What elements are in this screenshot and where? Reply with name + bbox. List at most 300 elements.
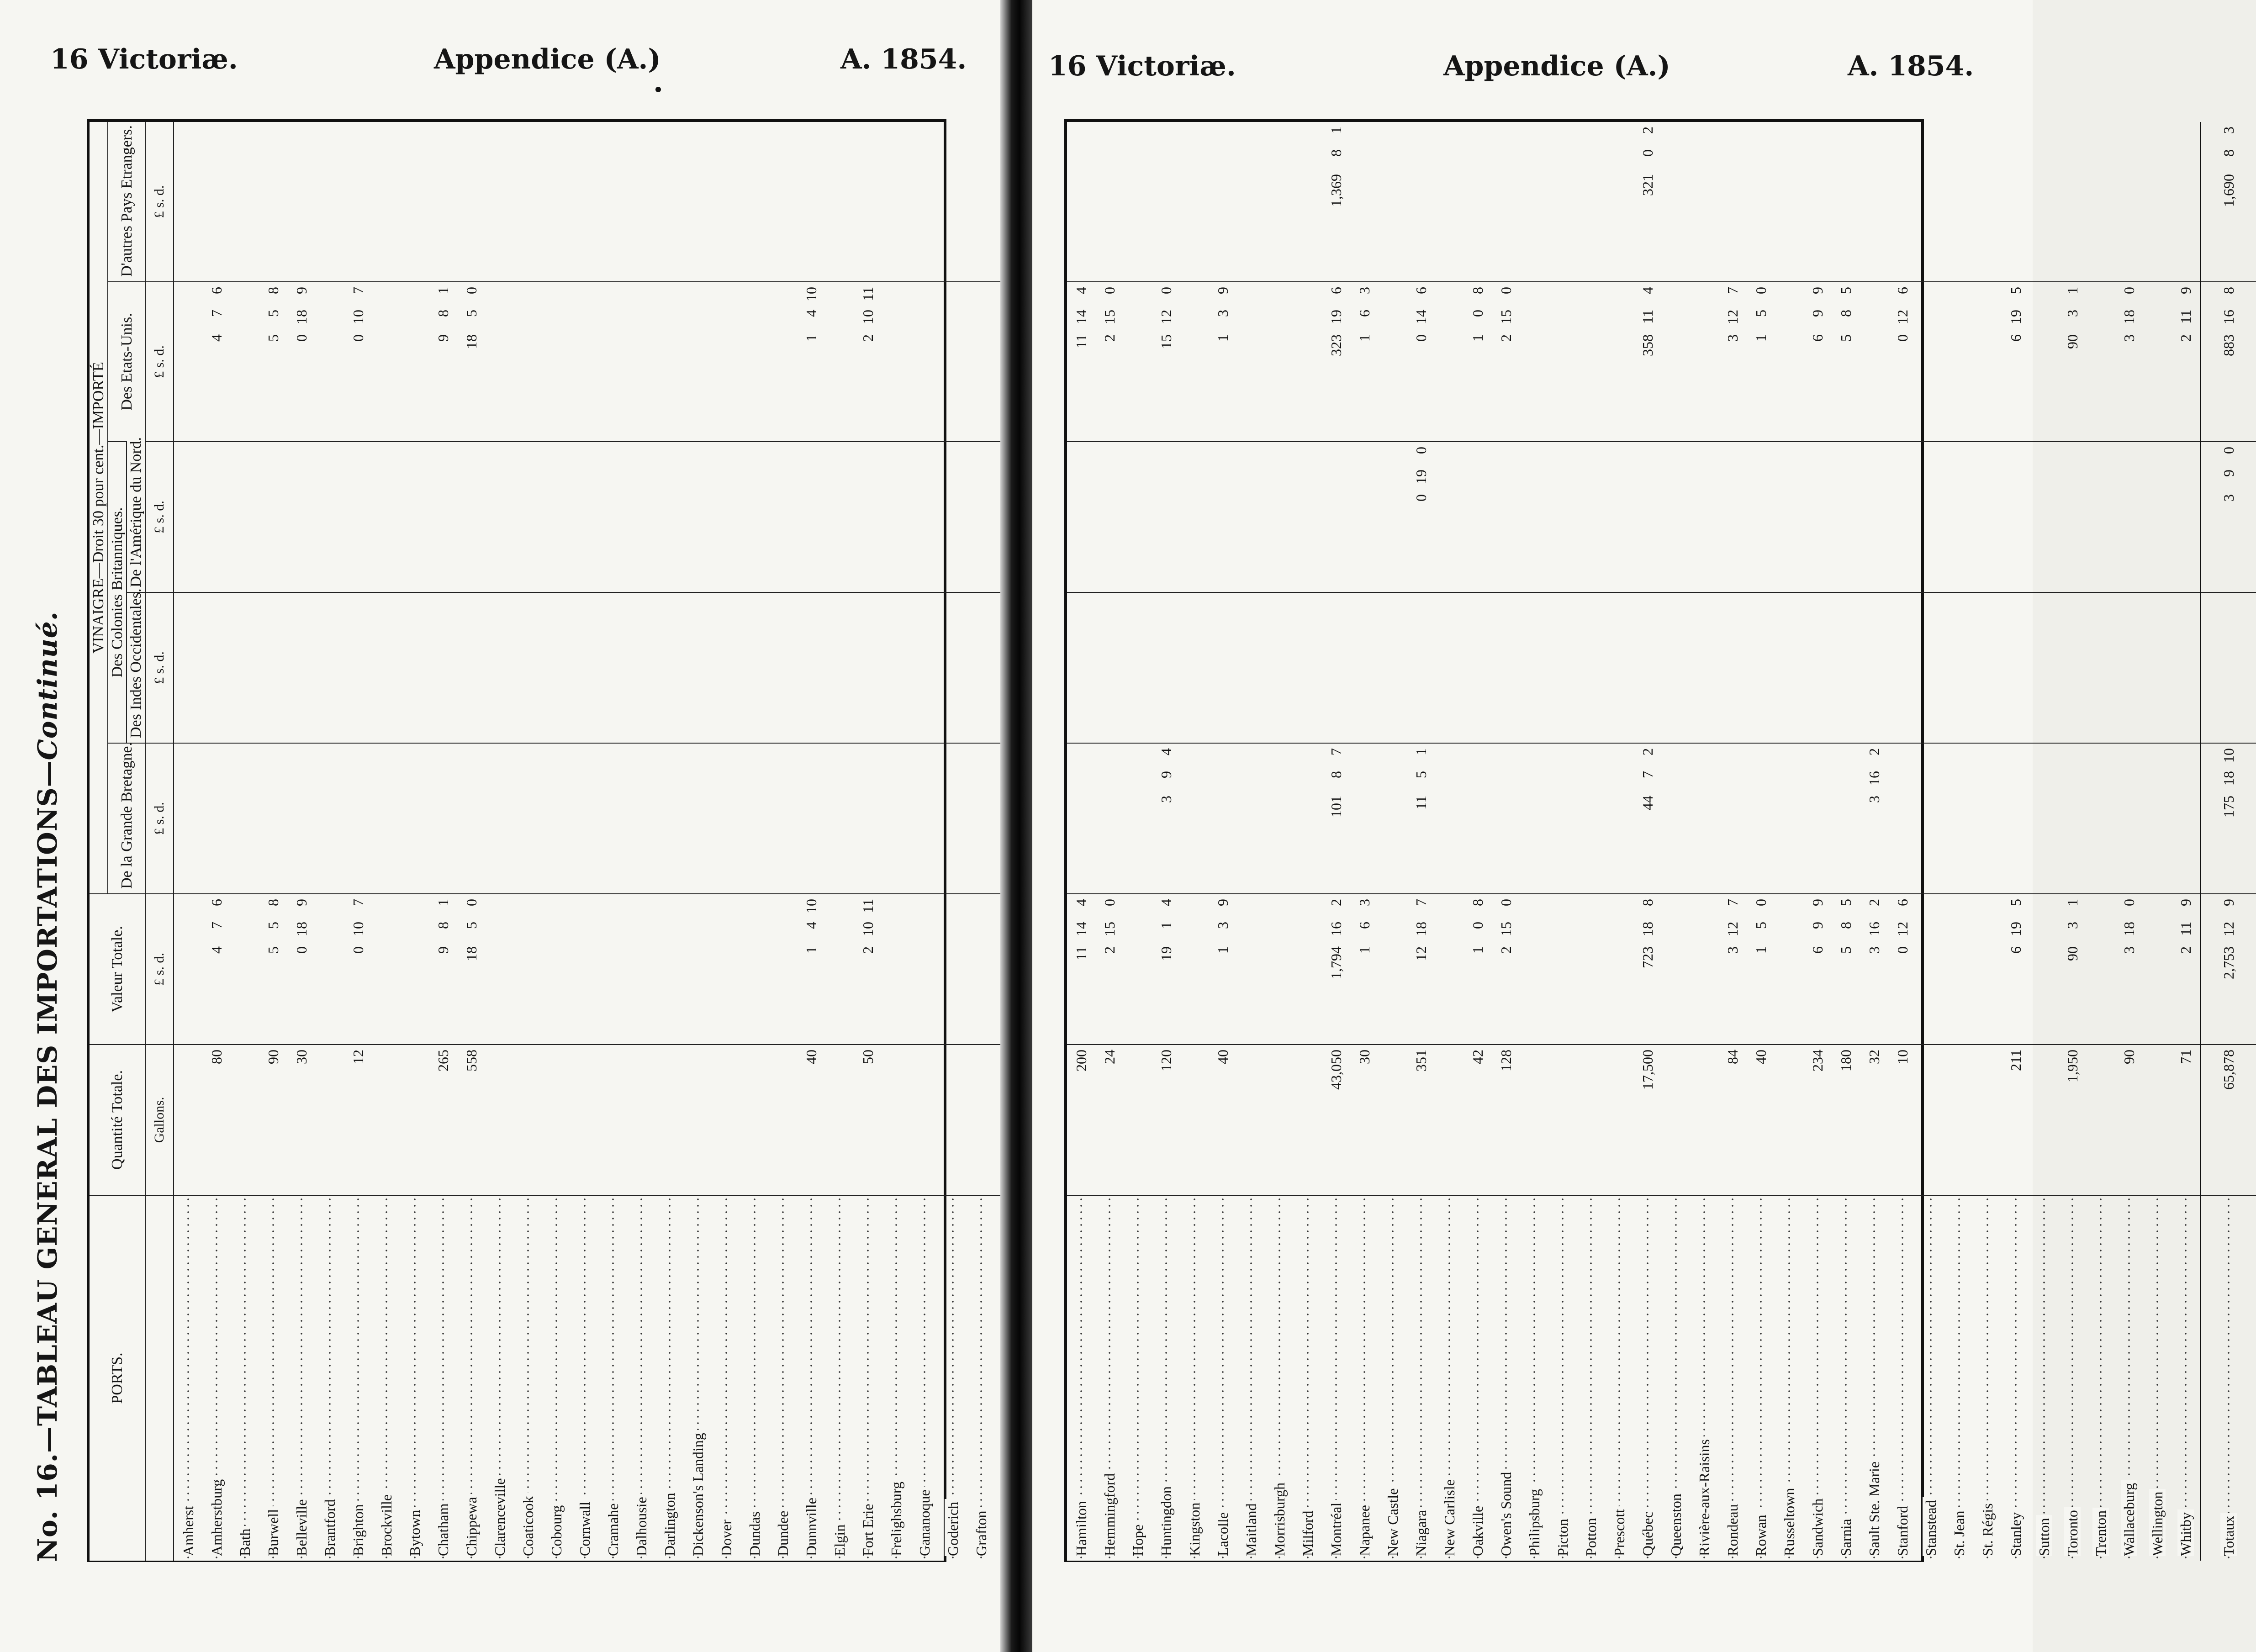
west-indies-value: [1605, 592, 1633, 743]
west-indies-value: [1180, 592, 1209, 743]
quantity-value: [1775, 1045, 1803, 1195]
west-indies-value: [825, 592, 854, 743]
shillings-value: 7: [1639, 771, 1656, 778]
shillings-value: 7: [208, 310, 225, 317]
shillings-value: 19: [2007, 922, 2024, 936]
import-table-left: [87, 119, 989, 1562]
table-row: [1973, 122, 2002, 1561]
shillings-value: 0: [1639, 149, 1656, 157]
quantity-value: 40: [797, 1045, 825, 1195]
table-row: [1067, 122, 1095, 1561]
west-indies-value: [457, 592, 486, 743]
pounds-value: 11: [1073, 334, 1089, 348]
port-name: [1917, 1195, 1945, 1561]
pence-value: 7: [349, 899, 366, 906]
shillings-value: 3: [2064, 922, 2081, 929]
quantity-value: 200: [1067, 1045, 1095, 1195]
west-indies-value: [967, 592, 995, 743]
pounds-value: 18: [463, 334, 480, 349]
port-label: Wallaceburg: [2121, 1480, 2137, 1556]
pence-value: 4: [1073, 899, 1089, 906]
port-label: Rivière-aux-Raisins: [1696, 1436, 1712, 1556]
west-indies-value: [1435, 592, 1463, 743]
table-row: [1633, 122, 1662, 1561]
quantity-value: [1265, 1045, 1294, 1195]
west-indies-value: [316, 592, 344, 743]
west-indies-value: [2087, 592, 2115, 743]
shillings-value: 14: [1412, 310, 1429, 324]
table-title-suffix: Continué.: [32, 611, 63, 760]
west-indies-value: [287, 592, 316, 743]
units-lsd: £ s. d.: [145, 894, 174, 1045]
port-name: [571, 1195, 599, 1561]
table-row: [910, 122, 939, 1561]
port-label: Goderich: [945, 1499, 961, 1556]
quantity-value: 90: [259, 1045, 287, 1195]
quantity-value: 30: [1350, 1045, 1379, 1195]
pence-value: 2: [1639, 127, 1656, 134]
pounds-value: 0: [1412, 334, 1429, 342]
pence-value: 10: [2220, 748, 2237, 763]
port-label: Stanley: [2008, 1509, 2024, 1556]
west-indies-value: [939, 592, 967, 743]
port-label: Cobourg: [548, 1503, 565, 1556]
shillings-value: 8: [1837, 310, 1854, 317]
west-indies-value: [1124, 592, 1152, 743]
table-row: [1803, 122, 1832, 1561]
table-row: [627, 122, 655, 1561]
pounds-value: 5: [1837, 334, 1854, 342]
pounds-value: 0: [1894, 334, 1911, 342]
pence-value: 1: [2064, 287, 2081, 294]
pounds-value: 1: [1752, 334, 1769, 342]
pence-value: 8: [2220, 287, 2237, 294]
port-label: St. Jean: [1951, 1508, 1967, 1556]
quantity-value: 12: [344, 1045, 372, 1195]
port-label: Hamilton: [1073, 1498, 1089, 1556]
pence-value: 9: [2177, 899, 2194, 906]
table-row: [571, 122, 599, 1561]
port-name: [684, 1195, 712, 1561]
pence-value: 0: [2220, 447, 2237, 454]
shillings-value: 8: [1327, 771, 1344, 778]
pence-value: 0: [1497, 287, 1514, 294]
shillings-value: 18: [2220, 771, 2237, 786]
shillings-value: 8: [434, 310, 451, 317]
quantity-value: [231, 1045, 259, 1195]
port-label: Belleville: [293, 1497, 310, 1556]
port-label: Dickenson's Landing: [690, 1430, 706, 1556]
table-title: [32, 611, 63, 1562]
pounds-value: 0: [349, 946, 366, 954]
pounds-value: 15: [1157, 334, 1174, 349]
pence-value: 8: [1469, 287, 1486, 294]
quantity-value: [882, 1045, 910, 1195]
quantity-value: 234: [1803, 1045, 1832, 1195]
port-label: Chippewa: [463, 1494, 480, 1556]
shillings-value: 0: [1469, 310, 1486, 317]
west-indies-value: [174, 592, 202, 743]
port-name: [967, 1195, 995, 1561]
pounds-value: 2: [1101, 946, 1118, 954]
quantity-value: [486, 1045, 514, 1195]
west-indies-value: [2171, 592, 2201, 743]
pence-value: 0: [1101, 899, 1118, 906]
appendix-label: Appendice (A.): [434, 43, 661, 75]
pence-value: 3: [2220, 127, 2237, 134]
port-label: Clarenceville: [491, 1475, 508, 1556]
table-row: [1662, 122, 1690, 1561]
port-label: Potton: [1583, 1515, 1599, 1556]
west-indies-value: [740, 592, 769, 743]
port-name: [1747, 1195, 1775, 1561]
port-name: [514, 1195, 542, 1561]
west-indies-value: [1265, 592, 1294, 743]
port-label: Coaticook: [520, 1493, 536, 1556]
port-label: Rondeau: [1724, 1501, 1741, 1556]
pounds-value: 3: [1157, 796, 1174, 803]
units-lsd: £ s. d.: [145, 442, 174, 592]
shillings-value: 12: [1894, 310, 1911, 324]
shillings-value: 11: [2177, 310, 2194, 324]
pounds-value: 175: [2220, 796, 2237, 818]
port-label: Prescott: [1611, 1506, 1627, 1556]
units-lsd: £ s. d.: [145, 282, 174, 442]
shillings-value: 18: [1639, 922, 1656, 936]
quantity-value: 80: [202, 1045, 231, 1195]
shillings-value: 12: [1894, 922, 1911, 936]
shillings-value: 18: [2120, 922, 2137, 936]
shillings-value: 6: [1356, 922, 1373, 929]
port-label: Bytown: [407, 1507, 423, 1556]
west-indies-value: [542, 592, 571, 743]
table-row: [1747, 122, 1775, 1561]
port-name: [1690, 1195, 1718, 1561]
port-label: Cramahe: [605, 1501, 621, 1557]
shillings-value: 4: [803, 310, 819, 317]
table-row: [655, 122, 684, 1561]
west-indies-value: [1917, 592, 1945, 743]
port-label: Niagara: [1413, 1507, 1429, 1556]
shillings-value: 5: [1752, 310, 1769, 317]
pence-value: 4: [1639, 287, 1656, 294]
port-label: Brighton: [350, 1501, 366, 1556]
port-name: [1860, 1195, 1888, 1561]
pounds-value: 2,753: [2220, 946, 2237, 979]
north-america-header: De l'Amérique du Nord.: [127, 442, 145, 592]
west-indies-value: [2115, 592, 2143, 743]
table-row: [2002, 122, 2030, 1561]
pence-value: 0: [1752, 287, 1769, 294]
pounds-value: 5: [1837, 946, 1854, 954]
pence-value: 6: [1327, 287, 1344, 294]
quantity-value: 84: [1718, 1045, 1747, 1195]
port-name: [1973, 1195, 2002, 1561]
port-name: [2171, 1195, 2201, 1561]
shillings-value: 3: [1214, 922, 1231, 929]
west-indies-value: [1860, 592, 1888, 743]
pence-value: 4: [1157, 899, 1174, 906]
quantity-value: [2143, 1045, 2171, 1195]
port-label: Lacolle: [1215, 1509, 1231, 1556]
quantity-header: Quantité Totale.: [90, 1045, 145, 1195]
pounds-value: 1: [803, 946, 819, 954]
port-name: [1888, 1195, 1917, 1561]
port-name: [769, 1195, 797, 1561]
table-row: [344, 122, 372, 1561]
quantity-value: [372, 1045, 401, 1195]
shillings-value: 10: [349, 922, 366, 936]
port-label: Fort Erie: [860, 1501, 876, 1556]
table-row: [1520, 122, 1548, 1561]
pence-value: 7: [1327, 748, 1344, 755]
port-name: [2002, 1195, 2030, 1561]
units-lsd: £ s. d.: [145, 743, 174, 894]
pounds-value: 1,690: [2220, 174, 2237, 207]
table-row: [1407, 122, 1435, 1561]
west-indies-value: [1662, 592, 1690, 743]
table-row: [372, 122, 401, 1561]
port-name: [797, 1195, 825, 1561]
table-row: [825, 122, 854, 1561]
port-name: [627, 1195, 655, 1561]
port-name: [1265, 1195, 1294, 1561]
quantity-value: [316, 1045, 344, 1195]
units-lsd: £ s. d.: [145, 122, 174, 282]
pounds-value: 2: [859, 334, 876, 342]
shillings-value: 15: [1101, 310, 1118, 324]
pence-value: 7: [1412, 899, 1429, 906]
pence-value: 1: [434, 287, 451, 294]
west-indies-value: [1832, 592, 1860, 743]
shillings-value: 3: [1214, 310, 1231, 317]
port-name: [1435, 1195, 1463, 1561]
port-label: Gananoque: [916, 1487, 933, 1556]
west-indies-value: [2030, 592, 2058, 743]
table-row: [1294, 122, 1322, 1561]
pence-value: 11: [859, 899, 876, 913]
west-indies-value: [1463, 592, 1492, 743]
quantity-value: [1520, 1045, 1548, 1195]
quantity-value: [2030, 1045, 2058, 1195]
port-name: [1520, 1195, 1548, 1561]
shillings-value: 12: [1157, 310, 1174, 324]
pence-value: 3: [1356, 899, 1373, 906]
book-gutter: [1000, 0, 1032, 1652]
west-indies-value: [1095, 592, 1124, 743]
table-row: [316, 122, 344, 1561]
quantity-value: 120: [1152, 1045, 1180, 1195]
pounds-value: 0: [1412, 494, 1429, 501]
west-indies-value: [1379, 592, 1407, 743]
quantity-value: 180: [1832, 1045, 1860, 1195]
port-label: Amherstburg: [208, 1477, 225, 1556]
pence-value: 6: [1894, 899, 1911, 906]
table-row: [174, 122, 202, 1561]
totals-row: [2201, 122, 2256, 1561]
pence-value: 2: [1865, 748, 1882, 755]
quantity-value: [655, 1045, 684, 1195]
pounds-value: 1,794: [1327, 946, 1344, 979]
port-label: Bath: [237, 1526, 253, 1556]
pence-value: 8: [264, 899, 281, 906]
table-row: [712, 122, 740, 1561]
pence-value: 1: [434, 899, 451, 906]
port-name: [1718, 1195, 1747, 1561]
pence-value: 3: [1356, 287, 1373, 294]
table-row: [1209, 122, 1237, 1561]
table-row: [599, 122, 627, 1561]
port-name: [1577, 1195, 1605, 1561]
port-name: [1463, 1195, 1492, 1561]
quantity-value: [1124, 1045, 1152, 1195]
port-label: Elgin: [831, 1522, 848, 1556]
port-name: [202, 1195, 231, 1561]
quantity-value: 351: [1407, 1045, 1435, 1195]
quantity-value: 558: [457, 1045, 486, 1195]
pence-value: 8: [1639, 899, 1656, 906]
west-indies-value: [1633, 592, 1662, 743]
port-name: [231, 1195, 259, 1561]
port-label: Sault Ste. Marie: [1866, 1459, 1882, 1556]
port-name: [599, 1195, 627, 1561]
port-name: [1407, 1195, 1435, 1561]
west-indies-value: [854, 592, 882, 743]
port-label: Dover: [718, 1517, 734, 1556]
united-states-header: Des Etats-Unis.: [108, 282, 145, 442]
west-indies-value: [571, 592, 599, 743]
west-indies-value: [231, 592, 259, 743]
table-row: [231, 122, 259, 1561]
shillings-value: 8: [2220, 149, 2237, 157]
pounds-value: 18: [463, 946, 480, 961]
table-row: [769, 122, 797, 1561]
units-blank: [145, 1195, 174, 1561]
shillings-value: 16: [2220, 310, 2237, 324]
quantity-value: 211: [2002, 1045, 2030, 1195]
table-row: [1775, 122, 1803, 1561]
west-indies-value: [202, 592, 231, 743]
port-name: [1095, 1195, 1124, 1561]
port-label: Wellington: [2149, 1489, 2166, 1556]
shillings-value: 9: [2220, 470, 2237, 477]
pounds-value: 4: [208, 334, 225, 342]
quantity-value: [967, 1045, 995, 1195]
shillings-value: 14: [1073, 310, 1089, 324]
quantity-value: 265: [429, 1045, 457, 1195]
west-indies-value: [1492, 592, 1520, 743]
port-name: [174, 1195, 202, 1561]
port-name: [740, 1195, 769, 1561]
shillings-value: 18: [2120, 310, 2137, 324]
port-label: Sarnia: [1838, 1516, 1854, 1556]
pounds-value: 2: [1497, 946, 1514, 954]
quantity-value: 1,950: [2058, 1045, 2087, 1195]
pence-value: 11: [859, 287, 876, 301]
port-name: [1152, 1195, 1180, 1561]
pence-value: 5: [2007, 287, 2024, 294]
quantity-value: [1237, 1045, 1265, 1195]
port-label: Cornwall: [576, 1499, 593, 1556]
port-name: [854, 1195, 882, 1561]
pounds-value: 1: [1469, 946, 1486, 954]
port-label: Sutton: [2036, 1515, 2052, 1556]
quantity-value: 43,050: [1322, 1045, 1350, 1195]
port-label: Totaux: [2220, 1513, 2237, 1556]
shillings-value: 15: [1497, 310, 1514, 324]
quantity-value: 65,878: [2201, 1045, 2256, 1195]
pence-value: 0: [2120, 287, 2137, 294]
port-name: [1237, 1195, 1265, 1561]
pence-value: 6: [208, 899, 225, 906]
value-header: Valeur Totale.: [90, 894, 145, 1045]
port-label: Dundee: [775, 1508, 791, 1556]
shillings-value: 8: [1327, 149, 1344, 157]
quantity-value: [769, 1045, 797, 1195]
port-label: Stanford: [1894, 1503, 1911, 1556]
table-row: [457, 122, 486, 1561]
west-indies-value: [1407, 592, 1435, 743]
shillings-value: 9: [1157, 771, 1174, 778]
shillings-value: 16: [1327, 922, 1344, 936]
pounds-value: 1: [1356, 334, 1373, 342]
port-label: Trenton: [2092, 1508, 2109, 1556]
pounds-value: 0: [293, 946, 310, 954]
pounds-value: 9: [434, 334, 451, 342]
shillings-value: 5: [264, 310, 281, 317]
table-row: [797, 122, 825, 1561]
port-label: Maitland: [1243, 1500, 1259, 1556]
port-name: [1775, 1195, 1803, 1561]
port-name: [1067, 1195, 1095, 1561]
table-row: [401, 122, 429, 1561]
west-indies-value: [1577, 592, 1605, 743]
west-indies-value: [1209, 592, 1237, 743]
west-indies-value: [1803, 592, 1832, 743]
quantity-value: [910, 1045, 939, 1195]
port-name: [1945, 1195, 1973, 1561]
table-row: [882, 122, 910, 1561]
port-name: [712, 1195, 740, 1561]
pence-value: 10: [803, 899, 819, 913]
shillings-value: 5: [463, 922, 480, 929]
west-indies-header: Des Indes Occidentales.: [127, 592, 145, 743]
table-row: [740, 122, 769, 1561]
port-label: Brantford: [322, 1497, 338, 1556]
table-row: [1180, 122, 1209, 1561]
pounds-value: 6: [1809, 334, 1826, 342]
pounds-value: 5: [264, 946, 281, 954]
pence-value: 7: [1724, 287, 1741, 294]
shillings-value: 5: [264, 922, 281, 929]
port-name: [429, 1195, 457, 1561]
west-indies-value: [655, 592, 684, 743]
port-label: Québec: [1639, 1509, 1656, 1556]
port-name: [882, 1195, 910, 1561]
quantity-value: 24: [1095, 1045, 1124, 1195]
quantity-value: [1294, 1045, 1322, 1195]
pence-value: 0: [1157, 287, 1174, 294]
table-row: [684, 122, 712, 1561]
quantity-value: [1945, 1045, 1973, 1195]
west-indies-value: [344, 592, 372, 743]
pence-value: 6: [208, 287, 225, 294]
west-indies-value: [1350, 592, 1379, 743]
table-row: [1577, 122, 1605, 1561]
shillings-value: 11: [1639, 310, 1656, 324]
port-label: Owen's Sound: [1498, 1469, 1514, 1556]
pounds-value: 6: [1809, 946, 1826, 954]
